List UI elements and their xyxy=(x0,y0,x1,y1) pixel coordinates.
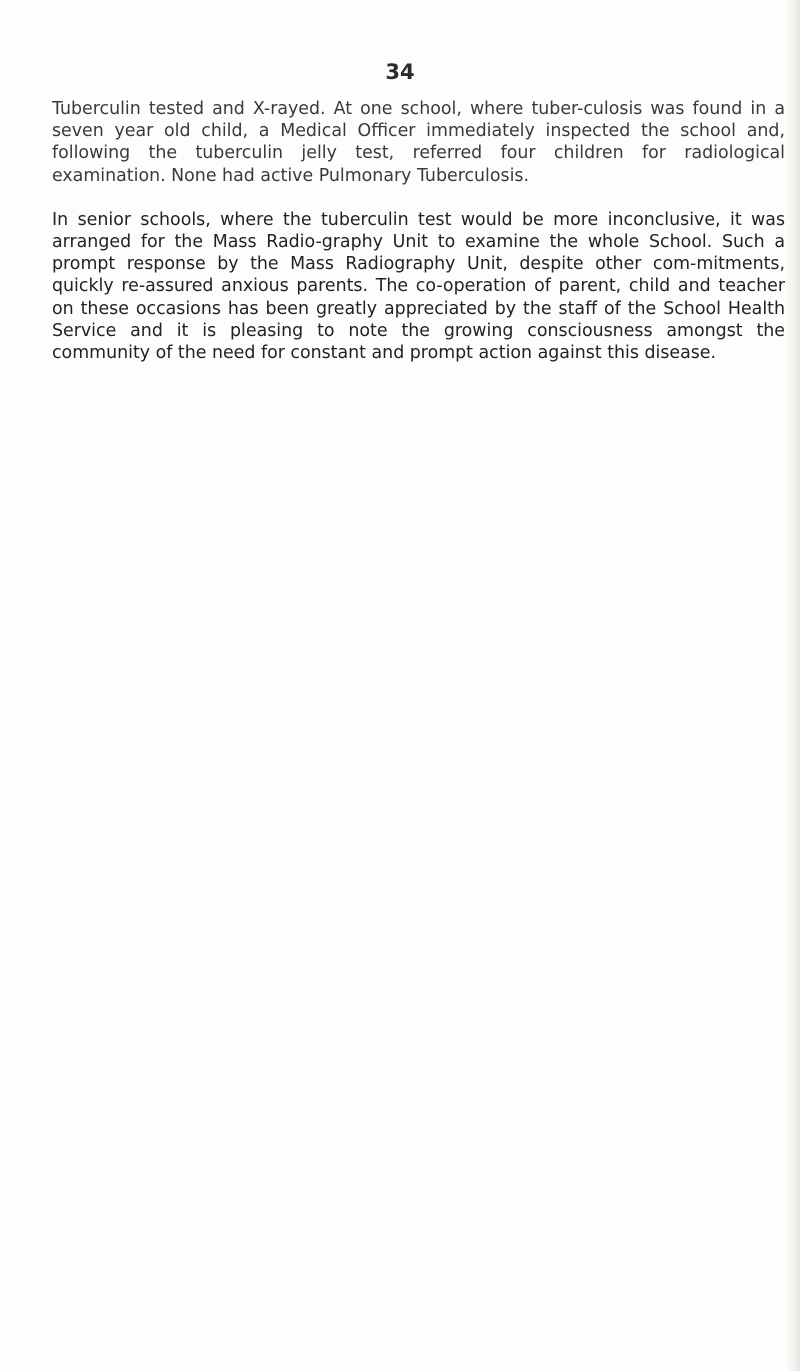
paragraph-senior-schools: In senior schools, where the tuberculin test would be more inconclusive, it was arranged for the Mass Radio-graphy Unit to examine the whole School. Such a prompt response by the Mass Radiography Unit, despite other com-mitments, quickly re-assured anxious parents. The co-operation of parent, child and teacher on these occasions has been greatly appreciated by the staff of the School Health Service and it is pleasing to note the growing consciousness amongst the community of the need for constant and prompt action against this disease. xyxy=(52,209,785,364)
paragraph-tuberculin-testing: Tuberculin tested and X-rayed. At one school, where tuber-culosis was found in a seven year old child, a Medical Officer immediately inspected the school and, following the tuberculin jelly test, referred four children for radiological examination. None had active Pulmonary Tuberculosis. xyxy=(52,99,785,186)
page-number: 34 xyxy=(385,60,415,84)
body-text xyxy=(52,98,785,364)
page-edge-shadow xyxy=(786,0,800,1371)
